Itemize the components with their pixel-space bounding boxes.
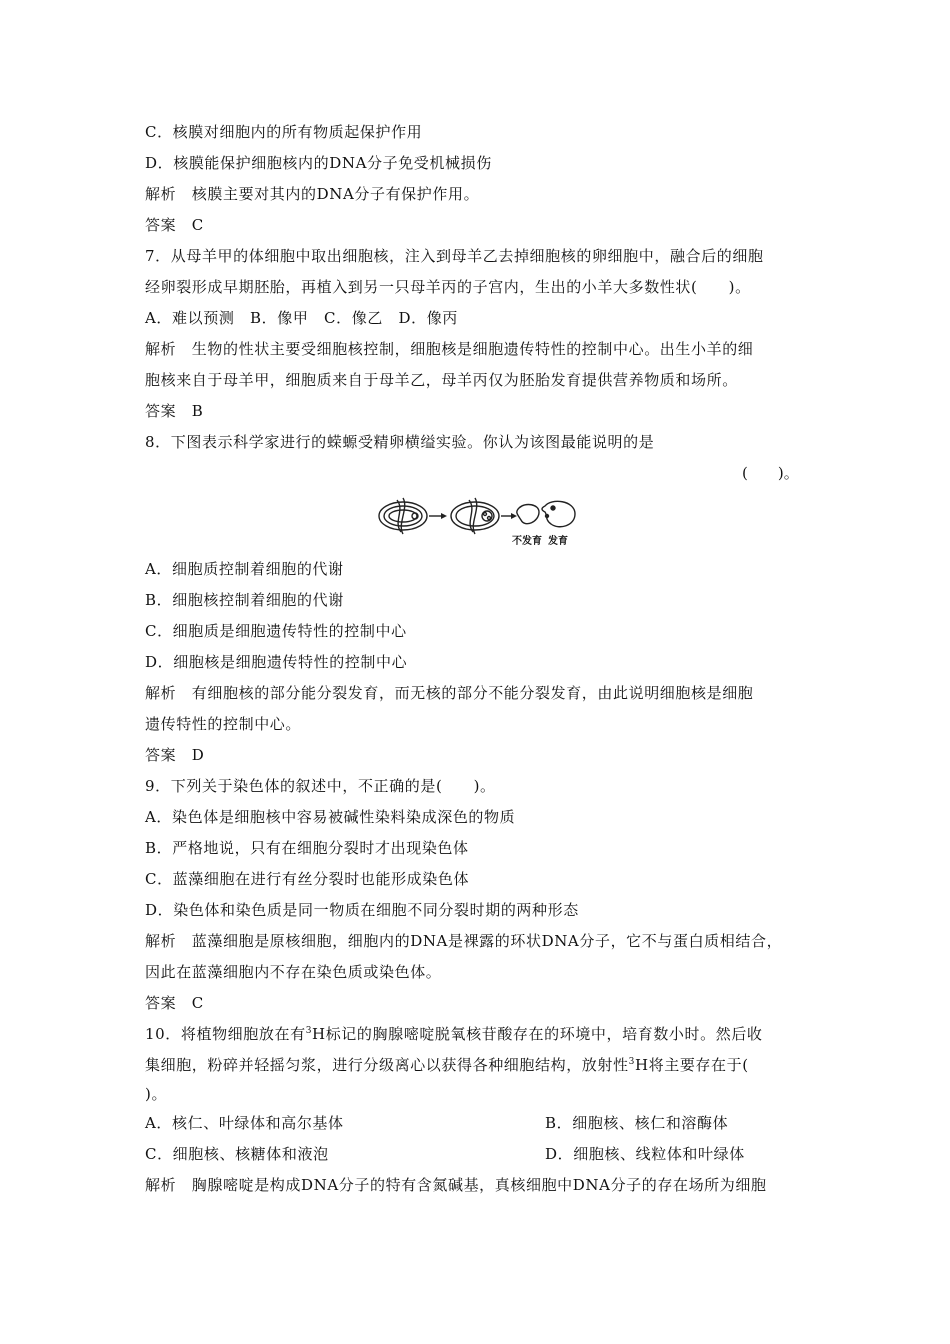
analysis-q9-line2: 因此在蓝藻细胞内不存在染色质或染色体。 [145,963,442,981]
analysis-q7-line1: 解析 生物的性状主要受细胞核控制，细胞核是细胞遗传特性的控制中心。出生小羊的细 [145,340,754,358]
option-a-q9: A．染色体是细胞核中容易被碱性染料染成深色的物质 [145,808,516,826]
answer-q8: 答案 D [145,746,205,764]
analysis-q8-line2: 遗传特性的控制中心。 [145,715,302,733]
q10-text-2: H标记的胸腺嘧啶脱氧核苷酸存在的环境中，培育数小时。然后收 [312,1025,763,1043]
option-d-q10: D．细胞核、线粒体和叶绿体 [545,1145,745,1163]
question-8-bracket: ( )。 [742,464,799,482]
option-c-q10: C．细胞核、核糖体和液泡 [145,1145,329,1163]
option-b-q10: B．细胞核、核仁和溶酶体 [545,1114,729,1132]
q10-sup-2: 3 [628,1057,635,1067]
option-d-q8: D．细胞核是细胞遗传特性的控制中心 [145,653,408,671]
question-10-line3: )。 [145,1085,168,1103]
answer-q7: 答案 B [145,402,204,420]
q10-text-3: 集细胞，粉碎并轻摇匀浆，进行分级离心以获得各种细胞结构，放射性 [145,1056,629,1074]
analysis-q6: 解析 核膜主要对其内的DNA分子有保护作用。 [145,185,480,203]
option-d-q9: D．染色体和染色质是同一物质在细胞不同分裂时期的两种形态 [145,901,579,919]
option-c-q8: C．细胞质是细胞遗传特性的控制中心 [145,622,407,640]
answer-q9: 答案 C [145,994,204,1012]
option-d-q6: D．核膜能保护细胞核内的DNA分子免受机械损伤 [145,154,492,172]
question-7-line2: 经卵裂形成早期胚胎，再植入到另一只母羊丙的子宫内，生出的小羊大多数性状( )。 [145,278,751,296]
question-10-line2 [145,1055,815,1075]
analysis-q9-line1: 解析 蓝藻细胞是原核细胞，细胞内的DNA是裸露的环状DNA分子，它不与蛋白质相结合， [145,932,783,950]
option-a-q8: A．细胞质控制着细胞的代谢 [145,560,344,578]
q10-sup-1: 3 [305,1026,313,1036]
label-develop: 发育 [548,536,568,547]
option-c-q6: C．核膜对细胞内的所有物质起保护作用 [145,123,423,141]
q10-text-1: 10．将植物细胞放在有 [145,1025,306,1043]
newt-egg-ligation-figure [375,494,580,550]
question-7-line1: 7．从母羊甲的体细胞中取出细胞核，注入到母羊乙去掉细胞核的卵细胞中，融合后的细胞 [145,247,764,265]
analysis-q8-line1: 解析 有细胞核的部分能分裂发育，而无核的部分不能分裂发育，由此说明细胞核是细胞 [145,684,754,702]
q10-text-4: H将主要存在于( [634,1056,749,1074]
option-b-q8: B．细胞核控制着细胞的代谢 [145,591,344,609]
option-b-q9: B．严格地说，只有在细胞分裂时才出现染色体 [145,839,469,857]
option-c-q9: C．蓝藻细胞在进行有丝分裂时也能形成染色体 [145,870,470,888]
question-7-options: A．难以预测 B．像甲 C．像乙 D．像丙 [145,309,458,327]
label-no-develop: 不发育 [512,536,542,547]
analysis-q7-line2: 胞核来自于母羊甲，细胞质来自于母羊乙，母羊丙仅为胚胎发育提供营养物质和场所。 [145,371,738,389]
question-8: 8．下图表示科学家进行的蝾螈受精卵横缢实验。你认为该图最能说明的是 [145,433,655,451]
question-9: 9．下列关于染色体的叙述中，不正确的是( )。 [145,777,496,795]
analysis-q10-line1: 解析 胸腺嘧啶是构成DNA分子的特有含氮碱基，真核细胞中DNA分子的存在场所为细胞 [145,1176,767,1194]
answer-q6: 答案 C [145,216,204,234]
option-a-q10: A．核仁、叶绿体和高尔基体 [145,1114,344,1132]
question-10-line1 [145,1024,815,1044]
